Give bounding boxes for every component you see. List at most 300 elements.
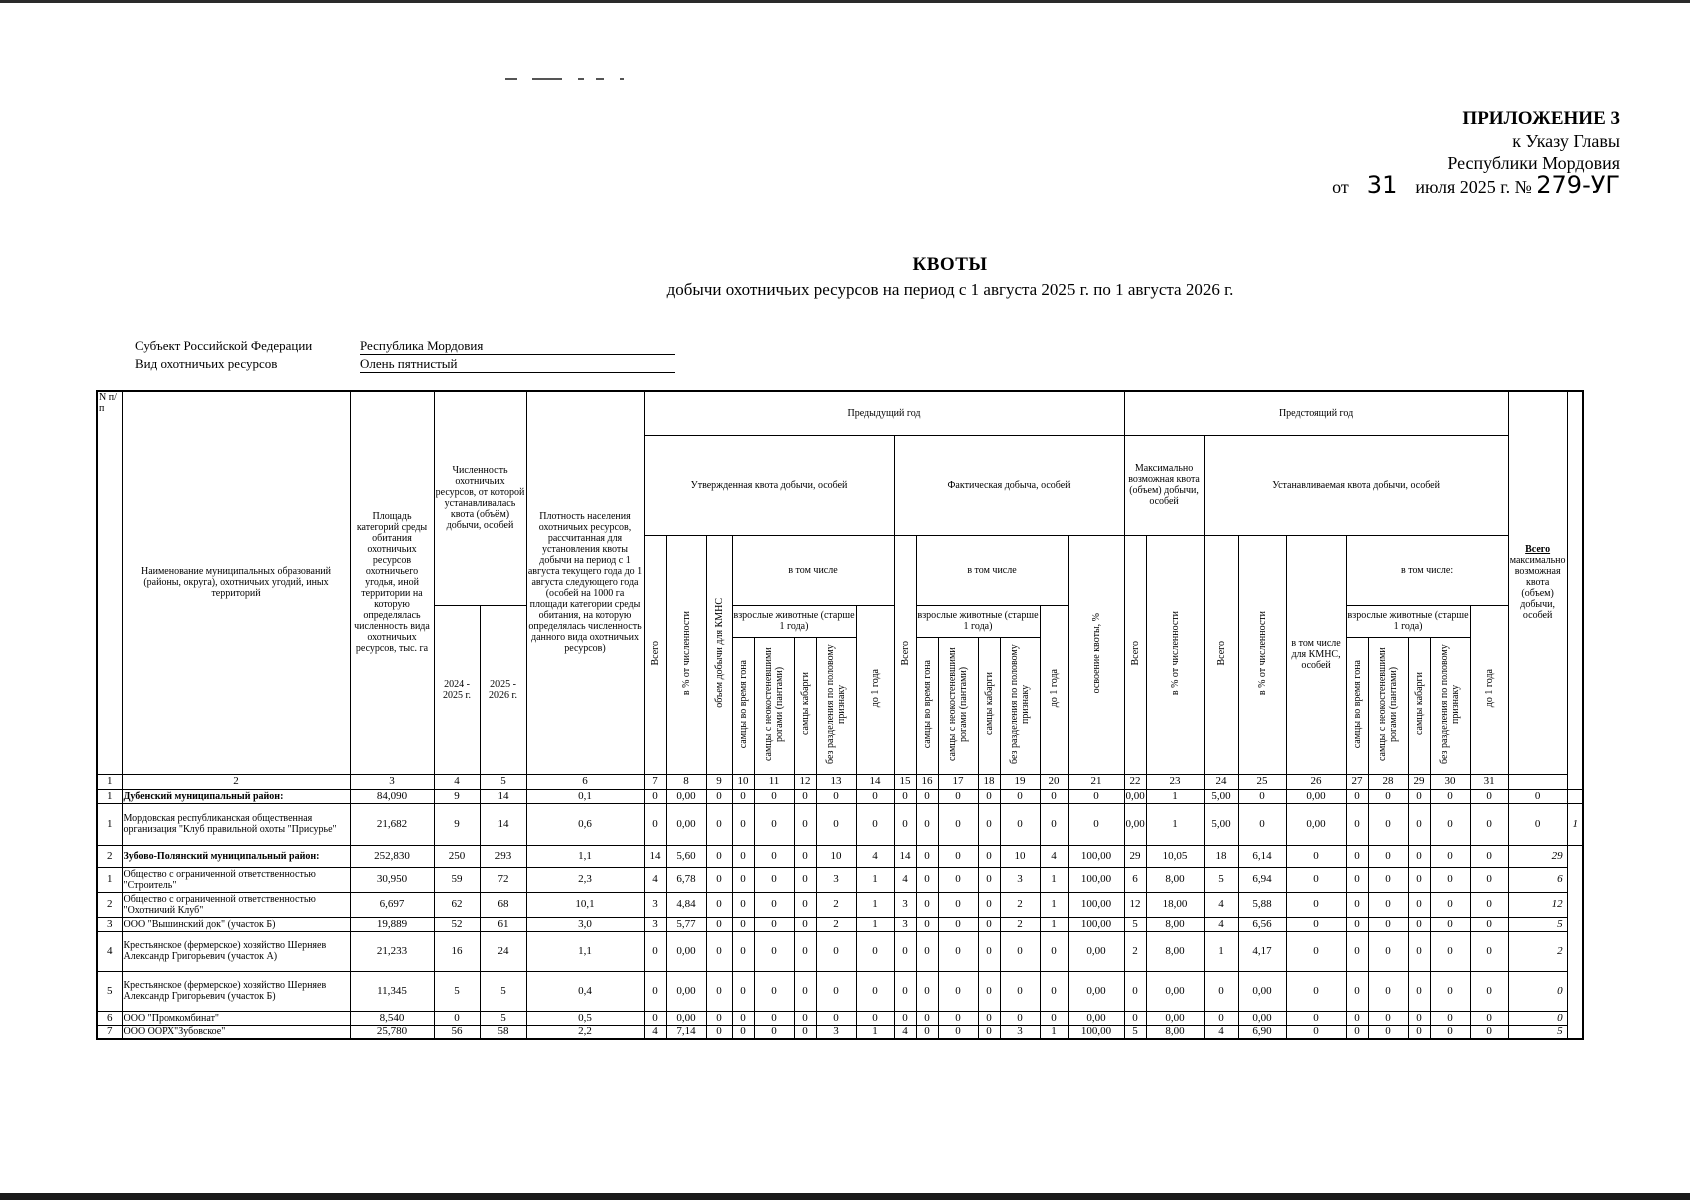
table-body [97, 789, 1583, 1039]
column-number-cell: 8 [666, 774, 706, 789]
row-value-cell: 3 [816, 867, 856, 892]
column-number-cell: 20 [1040, 774, 1068, 789]
table-row [97, 971, 1583, 1011]
row-value-cell: 56 [434, 1025, 480, 1039]
column-number-cell: 24 [1204, 774, 1238, 789]
row-value-cell: 61 [480, 917, 526, 931]
row-value-cell: 8,00 [1146, 867, 1204, 892]
row-value-cell: 4 [1204, 917, 1238, 931]
row-name: Крестьянское (фермерское) хозяйство Шерняев Александр Григорьевич (участок А) [122, 931, 350, 971]
row-value-cell: 0 [434, 1011, 480, 1025]
quota-table [96, 390, 1584, 1040]
row-value-cell: 4 [856, 845, 894, 867]
table-row [97, 867, 1583, 892]
row-value-cell: 0 [978, 892, 1000, 917]
row-value-cell: 1,1 [526, 845, 644, 867]
row-value-cell: 0 [754, 867, 794, 892]
row-value-cell: 1 [1567, 803, 1583, 845]
row-value-cell: 0 [816, 971, 856, 1011]
row-value-cell: 0 [732, 845, 754, 867]
row-value-cell: 0 [1470, 917, 1508, 931]
column-number-cell: 22 [1124, 774, 1146, 789]
table-row [97, 931, 1583, 971]
row-value-cell: 0,00 [1146, 1011, 1204, 1025]
row-value-cell: 0 [794, 971, 816, 1011]
row-value-cell: 0 [1470, 931, 1508, 971]
row-value-cell: 0,00 [666, 1011, 706, 1025]
row-value-cell: 0 [706, 803, 732, 845]
row-value-cell: 0 [938, 1011, 978, 1025]
row-value-cell: 5,00 [1204, 803, 1238, 845]
row-value-cell: 0 [1430, 867, 1470, 892]
row-value-cell: 0 [938, 789, 978, 803]
row-value-cell: 0 [754, 1011, 794, 1025]
table-row [97, 1025, 1583, 1039]
row-value-cell: 3 [894, 917, 916, 931]
column-number-cell: 26 [1286, 774, 1346, 789]
row-number: 2 [97, 892, 122, 917]
row-value-cell: 0,00 [1125, 789, 1145, 802]
row-value-cell: 0 [938, 892, 978, 917]
row-value-cell: 0 [916, 971, 938, 1011]
row-value-cell: 0 [1368, 917, 1408, 931]
row-value-cell: 0 [706, 971, 732, 1011]
row-value-cell: 0 [1368, 931, 1408, 971]
column-number-cell: 29 [1408, 774, 1430, 789]
title-main: КВОТЫ [912, 254, 988, 275]
column-number-cell: 25 [1238, 774, 1286, 789]
th-set-quota: Устанавливаемая квота добычи, особей [1204, 435, 1508, 535]
row-number: 6 [97, 1011, 122, 1025]
row-value-cell: 0,00 [1238, 1011, 1286, 1025]
th-set-pct: в % от численности [1238, 535, 1286, 774]
row-value-cell: 0 [1346, 867, 1368, 892]
th-actual-antlers: самцы с неокостеневшими рогами (пантами) [938, 637, 978, 774]
column-number-cell: 23 [1146, 774, 1204, 789]
th-actual-harvest: Фактическая добыча, особей [894, 435, 1124, 535]
row-value-cell: 3 [1000, 867, 1040, 892]
row-value-cell: 0 [1040, 789, 1068, 803]
row-value-cell: 0 [732, 803, 754, 845]
row-value-cell: 0 [1408, 803, 1430, 845]
row-value-cell: 0 [894, 931, 916, 971]
row-value-cell: 0 [1346, 917, 1368, 931]
row-value-cell: 0 [938, 917, 978, 931]
column-number-cell: 14 [856, 774, 894, 789]
row-value-cell: 29 [1124, 845, 1146, 867]
row-value-cell: 6,78 [666, 867, 706, 892]
row-value-cell: 0,5 [526, 1011, 644, 1025]
row-value-cell: 0 [816, 931, 856, 971]
row-value-cell: 0 [1000, 803, 1040, 845]
row-value-cell: 100,00 [1068, 867, 1124, 892]
row-value-cell: 0 [1346, 931, 1368, 971]
row-value-cell: 0 [1430, 917, 1470, 931]
column-number-cell: 30 [1430, 774, 1470, 789]
row-value-cell: 0 [916, 845, 938, 867]
row-value-cell: 100,00 [1068, 845, 1124, 867]
row-value-cell: 0,00 [666, 971, 706, 1011]
row-value-cell: 0 [1408, 917, 1430, 931]
row-value-cell: 0,00 [1068, 931, 1124, 971]
row-value-cell: 0 [1430, 892, 1470, 917]
row-value-cell: 0 [894, 971, 916, 1011]
row-value-cell: 0 [794, 1025, 816, 1039]
subject-label-1: Субъект Российской Федерации [135, 338, 313, 353]
row-value-cell: 1 [1040, 892, 1068, 917]
row-value-cell: 1 [1040, 867, 1068, 892]
row-number: 7 [97, 1025, 122, 1039]
row-value-cell: 10 [816, 845, 856, 867]
row-value-cell: 1,1 [526, 931, 644, 971]
row-value-cell: 62 [434, 892, 480, 917]
column-number-cell: 4 [434, 774, 480, 789]
document-title [600, 254, 1300, 300]
row-value-cell: 12 [1508, 892, 1567, 917]
row-value-cell: 0 [894, 803, 916, 845]
row-value-cell: 0 [754, 1025, 794, 1039]
row-value-cell: 0 [1068, 789, 1124, 803]
row-value-cell: 0 [1368, 845, 1408, 867]
row-value-cell: 1 [856, 892, 894, 917]
row-value-cell: 0 [706, 1025, 732, 1039]
row-number: 2 [97, 845, 122, 867]
row-value-cell: 0 [916, 931, 938, 971]
row-value-cell: 0 [1286, 971, 1346, 1011]
row-value-cell: 6 [1508, 867, 1567, 892]
th-approved-adults: взрослые животные (старше 1 года) [732, 605, 856, 637]
row-value-cell: 0 [732, 892, 754, 917]
row-value-cell: 0,00 [1146, 971, 1204, 1011]
row-value-cell: 3 [644, 892, 666, 917]
row-value-cell: 14 [480, 789, 526, 803]
row-value-cell: 1 [1146, 803, 1204, 845]
row-value-cell: 0,00 [666, 931, 706, 971]
row-value-cell: 0 [1470, 867, 1508, 892]
row-value-cell: 6,697 [350, 892, 434, 917]
column-number-cell: 3 [350, 774, 434, 789]
column-number-cell: 31 [1470, 774, 1508, 789]
row-value-cell: 10,05 [1146, 845, 1204, 867]
row-value-cell: 0 [644, 931, 666, 971]
th-total-max-word: Всего [1525, 544, 1551, 556]
row-value-cell: 0 [894, 789, 916, 803]
row-value-cell: 0 [1508, 971, 1567, 1011]
row-value-cell [1567, 789, 1583, 803]
row-value-cell: 0 [1408, 1025, 1430, 1039]
th-actual-nosex: без разделения по половому признаку [1000, 637, 1040, 774]
row-value-cell: 0 [732, 867, 754, 892]
title-sub: добычи охотничьих ресурсов на период с 1 августа 2025 г. по 1 августа 2026 г. [666, 280, 1234, 299]
row-value-cell: 0 [916, 867, 938, 892]
row-value-cell: 4 [1204, 892, 1238, 917]
th-actual-adults: взрослые животные (старше 1 года) [916, 605, 1040, 637]
row-value-cell: 0 [1470, 803, 1508, 845]
row-name: ООО "Промкомбинат" [122, 1011, 350, 1025]
row-value-cell: 0 [794, 789, 816, 803]
row-value-cell: 3 [644, 917, 666, 931]
row-value-cell: 8,540 [350, 1011, 434, 1025]
th-area: Площадь категорий среды обитания охотничьих ресурсов охотничьего угодья, иной территории на которую определялась численность вида охотничьих ресурсов, тыс. га [350, 391, 434, 774]
row-number: 5 [97, 971, 122, 1011]
th-prev-year: Предыдущий год [644, 391, 1124, 435]
row-value-cell: 0 [978, 917, 1000, 931]
row-value-cell: 0 [1068, 803, 1124, 845]
row-value-cell: 5 [1124, 917, 1146, 931]
row-value-cell: 29 [1508, 845, 1567, 867]
column-number-row [97, 774, 1583, 789]
row-value-cell: 0 [916, 803, 938, 845]
row-number: 1 [97, 867, 122, 892]
row-value-cell: 0 [754, 845, 794, 867]
row-value-cell: 2 [816, 917, 856, 931]
row-value-cell: 0 [1408, 971, 1430, 1011]
th-approved-nosex: без разделения по половому признаку [816, 637, 856, 774]
appendix-title: ПРИЛОЖЕНИЕ 3 [1462, 108, 1620, 129]
row-value-cell: 0,00 [1124, 803, 1146, 845]
row-value-cell: 21,233 [350, 931, 434, 971]
row-value-cell: 2,2 [526, 1025, 644, 1039]
row-value-cell: 0 [1368, 867, 1408, 892]
row-value-cell: 5 [1508, 917, 1567, 931]
row-value-cell: 0 [794, 931, 816, 971]
row-value-cell: 5 [434, 971, 480, 1011]
row-value-cell: 0 [978, 789, 1000, 803]
row-value-cell: 25,780 [350, 1025, 434, 1039]
row-value-cell: 2 [1000, 917, 1040, 931]
th-approved-under1: до 1 года [856, 605, 894, 774]
scan-mark [505, 78, 517, 80]
row-value-cell: 0 [1430, 931, 1470, 971]
row-value-cell: 0 [916, 892, 938, 917]
row-value-cell: 0 [916, 789, 938, 803]
date-mid: июля 2025 г. № [1415, 177, 1532, 197]
row-value-cell: 0 [1508, 1011, 1567, 1025]
th-population: Численность охотничьих ресурсов, от которой устанавливалась квота (объём) добычи, особей [434, 391, 526, 605]
th-actual-musk: самцы кабарги [978, 637, 1000, 774]
row-value-cell: 6,56 [1238, 917, 1286, 931]
row-value-cell: 0 [706, 867, 732, 892]
row-value-cell: 0 [1470, 1011, 1508, 1025]
row-value-cell: 0 [1368, 971, 1408, 1011]
row-value-cell: 0,00 [1286, 803, 1346, 845]
row-value-cell: 0 [794, 803, 816, 845]
th-approved-pct: в % от численности [666, 535, 706, 774]
row-value-cell: 8,00 [1146, 1025, 1204, 1039]
row-value-cell: 0 [1368, 1025, 1408, 1039]
row-value-cell: 0 [644, 971, 666, 1011]
row-value-cell: 14 [894, 845, 916, 867]
row-value-cell: 0 [978, 803, 1000, 845]
row-value-cell: 0,00 [666, 803, 706, 845]
row-value-cell: 0 [856, 803, 894, 845]
subject-value-2: Олень пятнистый [360, 356, 675, 373]
row-value-cell: 2 [1508, 931, 1567, 971]
th-kmns-volume: объем добычи для КМНС [706, 535, 732, 774]
row-value-cell: 24 [480, 931, 526, 971]
column-number-cell: 7 [644, 774, 666, 789]
row-value-cell: 1 [1204, 931, 1238, 971]
column-number-cell: 2 [122, 774, 350, 789]
column-number-cell: 13 [816, 774, 856, 789]
row-value-cell: 0 [1286, 867, 1346, 892]
column-number-cell: 5 [480, 774, 526, 789]
row-value-cell: 0 [1430, 1025, 1470, 1039]
row-value-cell: 0 [754, 917, 794, 931]
row-value-cell: 0 [1286, 1011, 1346, 1025]
row-value-cell: 0 [938, 845, 978, 867]
th-set-under1: до 1 года [1470, 605, 1508, 774]
row-value-cell: 0 [706, 931, 732, 971]
row-value-cell: 0 [978, 931, 1000, 971]
row-name: Общество с ограниченной ответственностью "Строитель" [122, 867, 350, 892]
row-value-cell: 0 [732, 1025, 754, 1039]
row-value-cell: 0 [644, 803, 666, 845]
row-value-cell: 0 [1346, 1025, 1368, 1039]
row-value-cell: 0 [1124, 971, 1146, 1011]
th-actual-total: Всего [894, 535, 916, 774]
row-value-cell: 0 [732, 917, 754, 931]
row-value-cell: 0 [732, 789, 754, 803]
table-row [97, 892, 1583, 917]
row-value-cell: 14 [644, 845, 666, 867]
column-numbers [97, 774, 1583, 789]
row-value-cell: 6,94 [1238, 867, 1286, 892]
row-value-cell: 0 [732, 931, 754, 971]
row-value-cell: 1 [1146, 789, 1204, 803]
row-number: 1 [97, 803, 122, 845]
row-value-cell: 0 [1346, 803, 1368, 845]
th-density: Плотность населения охотничьих ресурсов, рассчитанная для установления квоты добычи на период с 1 августа текущего года до 1 августа следующего года (особей на 1000 га площади категории среды обитания, на которую определялась численность данного вида охотничьих ресурсов) [526, 391, 644, 774]
row-name: ООО "Вышинский док" (участок Б) [122, 917, 350, 931]
row-value-cell: 7,14 [666, 1025, 706, 1039]
scan-edge-top [0, 0, 1690, 3]
row-value-cell: 0 [856, 1011, 894, 1025]
row-value-cell: 0 [794, 892, 816, 917]
row-value-cell: 0 [938, 971, 978, 1011]
row-value-cell: 0,00 [1238, 971, 1286, 1011]
th-actual-rut: самцы во время гона [916, 637, 938, 774]
row-value-cell: 0 [706, 789, 732, 803]
row-value-cell: 0 [856, 931, 894, 971]
row-value-cell: 8,00 [1146, 931, 1204, 971]
column-number-cell: 15 [894, 774, 916, 789]
row-value-cell: 0 [1000, 789, 1040, 803]
row-value-cell: 4 [644, 1025, 666, 1039]
row-value-cell: 0 [938, 931, 978, 971]
row-value-cell: 0,00 [666, 789, 706, 803]
row-value-cell: 4,17 [1238, 931, 1286, 971]
row-value-cell: 0 [754, 931, 794, 971]
row-value-cell: 21,682 [350, 803, 434, 845]
appendix-line-2: Республики Мордовия [1447, 153, 1620, 173]
th-next-year: Предстоящий год [1124, 391, 1508, 435]
row-value-cell: 100,00 [1068, 917, 1124, 931]
column-number-cell: 28 [1368, 774, 1408, 789]
column-number-cell: 18 [978, 774, 1000, 789]
row-value-cell: 0 [1040, 931, 1068, 971]
row-value-cell: 72 [480, 867, 526, 892]
th-actual-under1: до 1 года [1040, 605, 1068, 774]
row-value-cell: 3 [894, 892, 916, 917]
row-value-cell: 0 [816, 1011, 856, 1025]
row-value-cell: 5 [480, 971, 526, 1011]
row-value-cell: 0 [1286, 892, 1346, 917]
row-value-cell: 1 [856, 917, 894, 931]
row-value-cell: 0 [1408, 789, 1430, 803]
row-value-cell: 14 [480, 803, 526, 845]
row-value-cell: 0 [1238, 789, 1286, 803]
row-value-cell: 0 [916, 1011, 938, 1025]
row-value-cell: 0 [1430, 789, 1470, 803]
appendix-header [1260, 108, 1620, 198]
row-value-cell: 84,090 [350, 789, 434, 803]
row-value-cell: 0 [978, 845, 1000, 867]
th-approved-antlers: самцы с неокостеневшими рогами (пантами) [754, 637, 794, 774]
row-value-cell: 0,4 [526, 971, 644, 1011]
row-value-cell: 0 [1408, 1011, 1430, 1025]
row-value-cell: 0 [1204, 971, 1238, 1011]
th-set-incl: в том числе: [1346, 535, 1508, 605]
column-number-cell: 27 [1346, 774, 1368, 789]
row-name: Дубенский муниципальный район: [122, 789, 350, 803]
table-row [97, 803, 1583, 845]
th-set-total: Всего [1204, 535, 1238, 774]
th-set-adults: взрослые животные (старше 1 года) [1346, 605, 1470, 637]
row-value-cell: 0 [1408, 867, 1430, 892]
row-value-cell: 0 [1040, 803, 1068, 845]
row-value-cell: 3,0 [526, 917, 644, 931]
row-value-cell: 0 [1040, 971, 1068, 1011]
th-set-antlers: самцы с неокостеневшими рогами (пантами) [1368, 637, 1408, 774]
row-value-cell: 0 [1408, 892, 1430, 917]
date-day: 31 [1366, 171, 1398, 199]
row-value-cell: 0 [938, 803, 978, 845]
th-max-quota: Максимально возможная квота (объем) добычи, особей [1124, 435, 1204, 535]
row-value-cell: 0 [978, 1011, 1000, 1025]
row-value-cell: 11,345 [350, 971, 434, 1011]
th-set-rut: самцы во время гона [1346, 637, 1368, 774]
row-value-cell: 0 [794, 1011, 816, 1025]
row-value-cell: 0 [1040, 1011, 1068, 1025]
row-name: Зубово-Полянский муниципальный район: [122, 845, 350, 867]
column-number-cell: 9 [706, 774, 732, 789]
appendix-date [1260, 171, 1620, 199]
row-value-cell: 0 [978, 971, 1000, 1011]
th-name: Наименование муниципальных образований (районы, округа), охотничьих угодий, иных территорий [122, 391, 350, 774]
th-total-max-rest: максимально возможная квота (объем) добычи, особей [1509, 555, 1566, 622]
row-value-cell: 0 [1286, 931, 1346, 971]
row-number: 3 [97, 917, 122, 931]
row-value-cell: 2,3 [526, 867, 644, 892]
row-value-cell: 18 [1204, 845, 1238, 867]
column-number-cell: 1 [97, 774, 122, 789]
row-value-cell: 0,00 [1068, 1011, 1124, 1025]
row-name: Крестьянское (фермерское) хозяйство Шерняев Александр Григорьевич (участок Б) [122, 971, 350, 1011]
row-value-cell: 8,00 [1146, 917, 1204, 931]
row-value-cell: 9 [434, 789, 480, 803]
row-value-cell: 0 [706, 1011, 732, 1025]
row-number: 1 [97, 789, 122, 803]
row-value-cell: 2 [1000, 892, 1040, 917]
row-value-cell: 0 [1470, 845, 1508, 867]
row-value-cell: 6,90 [1238, 1025, 1286, 1039]
row-value-cell: 4 [894, 867, 916, 892]
row-value-cell: 0 [938, 1025, 978, 1039]
row-value-cell: 0 [754, 789, 794, 803]
row-value-cell: 0 [1286, 917, 1346, 931]
th-max-total: Всего [1124, 535, 1146, 774]
